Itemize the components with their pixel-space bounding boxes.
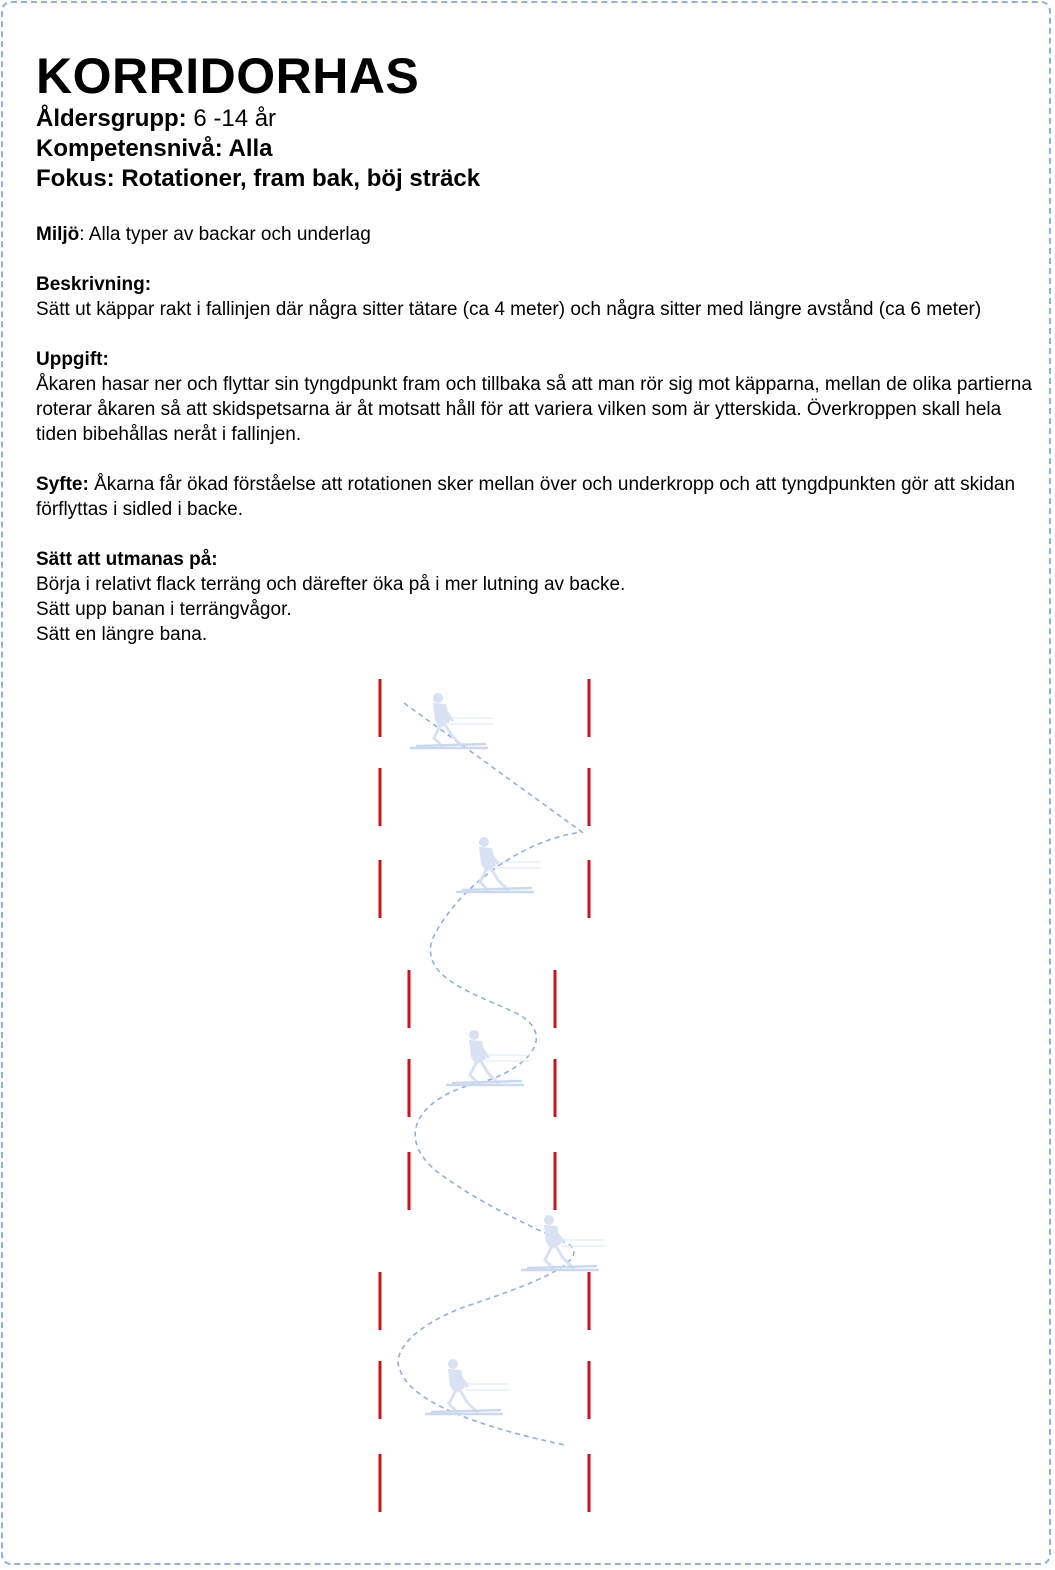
environment-text: : Alla typer av backar och underlag	[79, 224, 371, 245]
challenge-item: Sätt upp banan i terrängvågor.	[36, 599, 292, 620]
description-label: Beskrivning:	[36, 274, 152, 295]
description-text: Sätt ut käppar rakt i fallinjen där några sitter tätare (ca 4 meter) och några sitter med längre avstånd (ca 6 meter)	[36, 299, 982, 320]
description-section	[36, 272, 1041, 322]
challenge-item: Sätt en längre bana.	[36, 624, 208, 645]
challenge-section	[36, 547, 1041, 647]
level-line	[36, 134, 1041, 164]
age-group-label: Åldersgrupp:	[36, 105, 187, 132]
task-section	[36, 347, 1041, 447]
level-value: Alla	[222, 135, 273, 162]
environment-section	[36, 222, 1041, 247]
environment-label: Miljö	[36, 224, 80, 245]
task-label: Uppgift:	[36, 349, 109, 370]
challenge-item: Börja i relativt flack terräng och därefter öka på i mer lutning av backe.	[36, 574, 626, 595]
focus-line	[36, 164, 1041, 194]
purpose-text: Åkarna får ökad förståelse att rotationen sker mellan över och underkropp och att tyngdpunkten gör att skidan förflyttas i sidled i backe.	[36, 474, 1016, 520]
task-text: Åkaren hasar ner och flyttar sin tyngdpunkt fram och tillbaka så att man rör sig mot käpparna, mellan de olika partierna roterar åkaren så att skidspetsarna är åt motsatt håll för att variera vilken som är ytterskida. Överkroppen skall hela tiden bibehållas neråt i fallinjen.	[36, 374, 1032, 445]
level-label: Kompetensnivå:	[36, 135, 223, 162]
purpose-label: Syfte:	[36, 474, 89, 495]
challenge-label: Sätt att utmanas på:	[36, 549, 218, 570]
focus-value: Rotationer, fram bak, böj sträck	[114, 165, 481, 192]
purpose-section	[36, 472, 1041, 522]
age-group-value: 6 -14 år	[186, 105, 277, 132]
document-body	[36, 48, 1041, 647]
focus-label: Fokus:	[36, 165, 115, 192]
page-title: KORRIDORHAS	[36, 48, 420, 104]
age-group-line	[36, 104, 1041, 134]
